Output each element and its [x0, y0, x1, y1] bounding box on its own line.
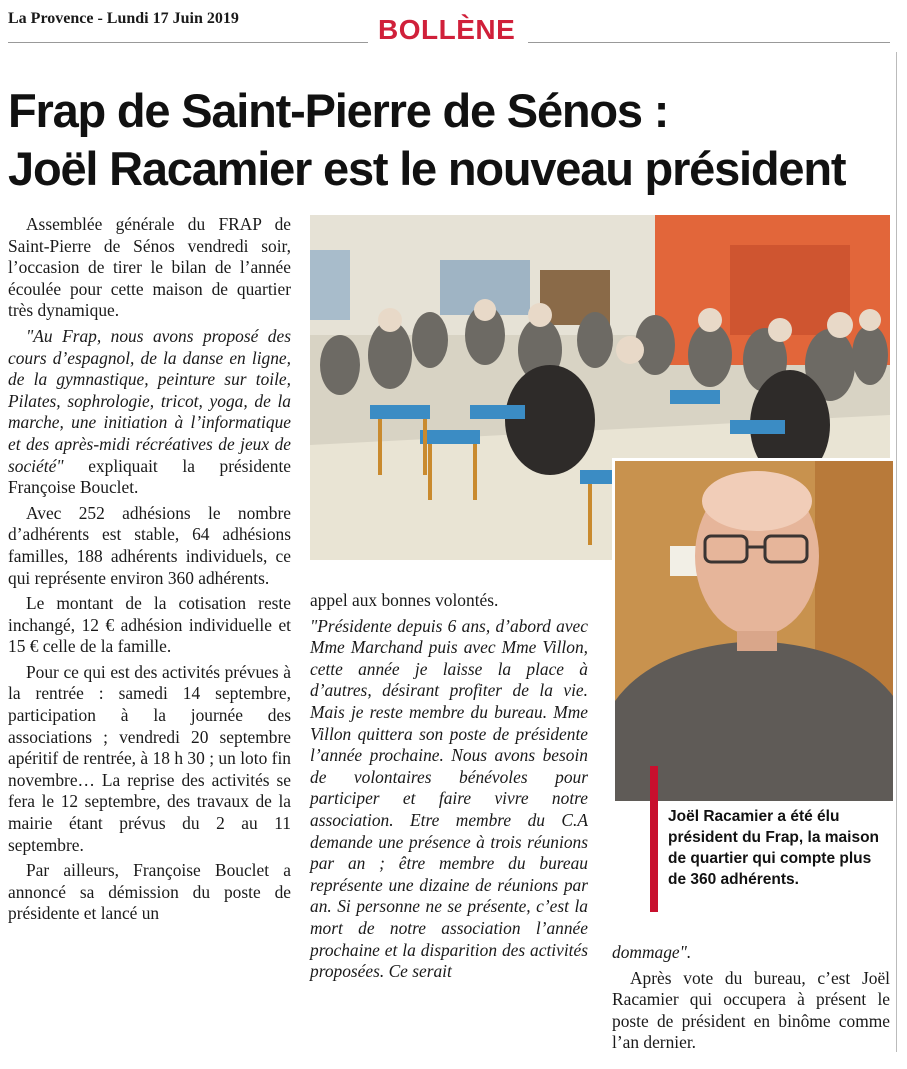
header-rule-right: [528, 42, 890, 43]
paragraph-quote-end: [612, 942, 890, 964]
photo-caption: Joël Racamier a été élu président du Frap, la maison de quartier qui compte plus de 360 adhérents.: [668, 808, 880, 888]
president-quote: "Présidente depuis 6 ans, d’abord avec Mme Marchand puis avec Mme Villon, cette année je laisse la place à d’autres, désirant profiter de la vie. Mais je reste membre du bureau. Mme Villon quittera son poste de présidente l’année prochaine. Nous avons besoin de volontaires bénévoles pour participer et faire vivre notre association. Etre membre du C.A demande une présence à trois réunions par an ; être membre du bureau représente une dizaine de réunions par an. Si personne ne se présente, c’est la mort de notre association l’année prochaine et la disparition des activités proposées. Ce serait: [310, 615, 588, 982]
paragraph-new-president: Après vote du bureau, c’est Joël Racamier qui occupera à présent le poste de président en binôme comme l’an dernier.: [612, 967, 890, 1053]
paragraph-membership: Avec 252 adhésions le nombre d’adhérents est stable, 64 adhésions familles, 188 adhérents individuels, ce qui représente environ 360 adhérents.: [8, 502, 291, 588]
paragraph-activities: [8, 326, 291, 499]
president-portrait-image: [615, 461, 893, 801]
headline-line-2: Joël Racamier est le nouveau président: [8, 142, 846, 195]
article-column-1: [8, 214, 291, 929]
caption-accent-bar: [650, 766, 658, 912]
header-rule-left: [8, 42, 368, 43]
section-title: BOLLÈNE: [378, 14, 516, 45]
page-edge-rule: [896, 52, 897, 1052]
president-quote-end: dommage".: [612, 942, 692, 962]
article-column-3: [612, 942, 890, 1058]
paragraph-president-quote: [310, 616, 588, 983]
paragraph-fees: Le montant de la cotisation reste inchangé, 12 € adhésion individuelle et 15 € celle de la famille.: [8, 593, 291, 657]
article-column-2: [310, 590, 588, 987]
headline-line-1: Frap de Saint-Pierre de Sénos :: [8, 84, 669, 137]
paragraph-intro: Assemblée générale du FRAP de Saint-Pierre de Sénos vendredi soir, l’occasion de tirer le bilan de l’année écoulée pour cette maison de quartier très dynamique.: [8, 214, 291, 321]
quote-attribution: expliquait la présidente Françoise Bouclet.: [8, 455, 291, 498]
president-portrait: [612, 458, 893, 801]
paragraph-resignation-cont: appel aux bonnes volontés.: [310, 590, 499, 610]
paragraph-events: Pour ce qui est des activités prévues à la rentrée : samedi 14 septembre, participation à la journée des associations ; vendredi 20 septembre apéritif de rentrée, à 18 h 30 ; un loto fin novembre… La reprise des activités se fera le 12 septembre, des travaux de la mairie étant prévus du 2 au 11 septembre.: [8, 661, 291, 855]
paragraph-resignation: Par ailleurs, Françoise Bouclet a annoncé sa démission du poste de présidente et lancé un: [8, 860, 291, 924]
quote-activities: "Au Frap, nous avons proposé des cours d’espagnol, de la danse en ligne, de la gymnastique, peinture sur toile, Pilates, sophrologie, tricot, yoga, de la marche, une initiation à l’informatique et des après-midi récréatives de jeux de société": [8, 325, 291, 476]
publication-dateline: La Provence - Lundi 17 Juin 2019: [8, 10, 239, 27]
article-headline: [8, 82, 898, 198]
